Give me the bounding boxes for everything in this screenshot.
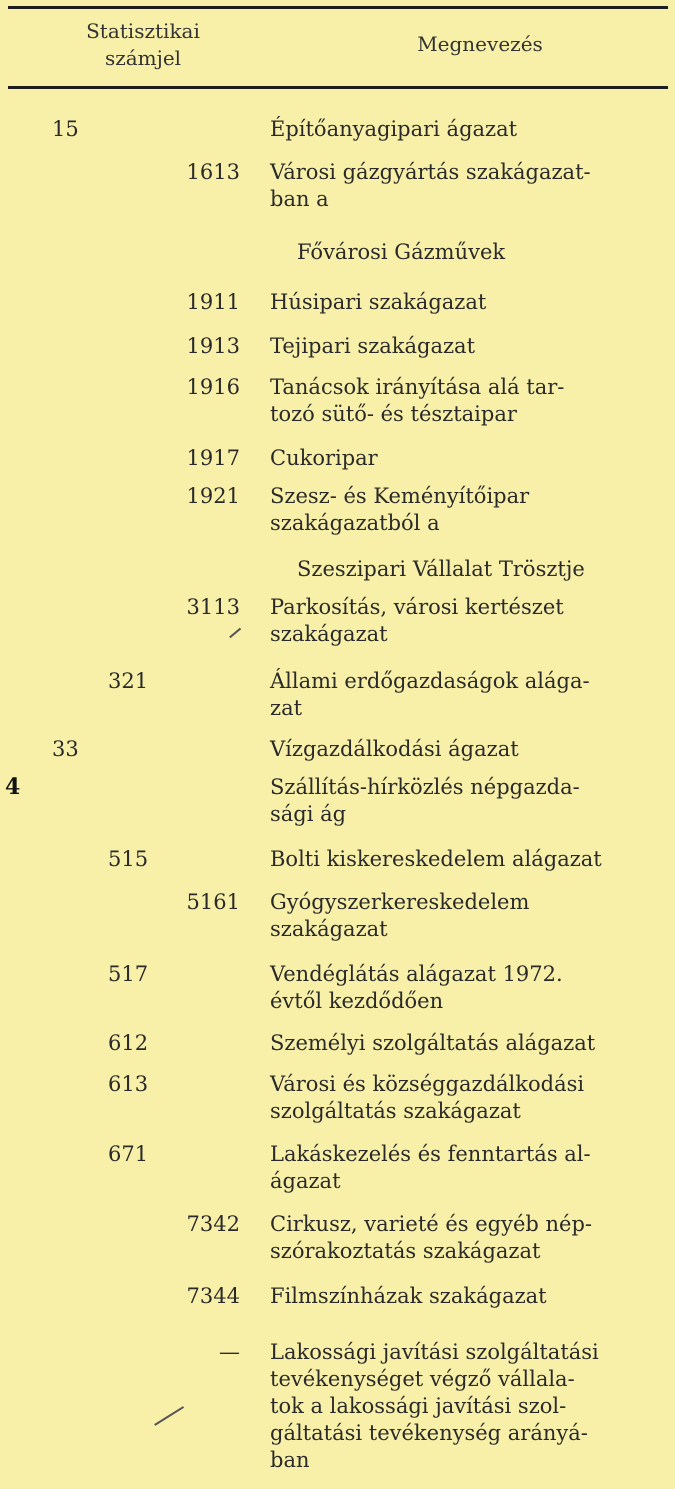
row-name: Cukoripar	[270, 446, 378, 470]
code-level2: 515	[108, 847, 149, 871]
row-subname: Fővárosi Gázművek	[297, 240, 506, 264]
code-level3: 1917	[186, 446, 240, 470]
code-level3: 1916	[186, 375, 240, 399]
code-level3: —	[219, 1340, 240, 1364]
code-level3: 7344	[186, 1284, 240, 1308]
code-level2: 671	[108, 1142, 149, 1166]
code-level2: 321	[108, 669, 149, 693]
pencil-tick-mark	[229, 628, 241, 638]
code-level2: 517	[108, 962, 149, 986]
code-level3: 7342	[186, 1212, 240, 1236]
code-level2: 613	[108, 1072, 149, 1096]
margin-mark: 4	[5, 774, 21, 800]
row-name: Vízgazdálkodási ágazat	[270, 737, 519, 761]
row-name: Városi és községgazdálkodási szolgáltatás szakágazat	[270, 1072, 585, 1123]
row-name: Tanácsok irányítása alá tar- tozó sütő- és tésztaipar	[270, 375, 565, 426]
row-name: Lakáskezelés és fenntartás al- ágazat	[270, 1142, 591, 1193]
row-name: Tejipari szakágazat	[270, 334, 476, 358]
pencil-tick-mark	[154, 1406, 184, 1425]
top-rule	[8, 6, 668, 9]
row-subname: Szeszipari Vállalat Trösztje	[297, 557, 585, 581]
row-name: Építőanyagipari ágazat	[270, 117, 518, 141]
code-level3: 5161	[186, 890, 240, 914]
row-name: Állami erdőgazdaságok alága- zat	[270, 669, 590, 720]
code-level3: 1911	[186, 290, 240, 314]
code-level3: 1921	[186, 484, 240, 508]
code-level2: 612	[108, 1031, 149, 1055]
row-name: Személyi szolgáltatás alágazat	[270, 1031, 596, 1055]
code-level3: 1613	[186, 160, 240, 184]
row-name: Cirkusz, varieté és egyéb nép- szórakoztatás szakágazat	[270, 1212, 593, 1263]
row-name: Vendéglátás alágazat 1972. évtől kezdődően	[270, 962, 563, 1013]
header-rule	[8, 86, 668, 89]
code-level3: 3113	[186, 595, 240, 619]
code-level3: 1913	[186, 334, 240, 358]
row-name: Parkosítás, városi kertészet szakágazat	[270, 595, 564, 646]
row-name: Húsipari szakágazat	[270, 290, 487, 314]
row-name: Szállítás-hírközlés népgazda- sági ág	[270, 775, 580, 826]
row-name: Lakossági javítási szolgáltatási tevékenységet végző vállala- tok a lakossági javítási szol- gáltatási tevékenység arányá- ban	[270, 1340, 599, 1472]
code-level1: 15	[52, 117, 79, 141]
row-name: Szesz- és Keményítőipar szakágazatból a	[270, 484, 530, 535]
row-name: Filmszínházak szakágazat	[270, 1284, 547, 1308]
header-name-column: Megnevezés	[417, 32, 543, 56]
row-name: Gyógyszerkereskedelem szakágazat	[270, 890, 530, 941]
row-name: Bolti kiskereskedelem alágazat	[270, 847, 602, 871]
code-level1: 33	[52, 737, 79, 761]
row-name: Városi gázgyártás szakágazat- ban a	[270, 160, 591, 211]
header-code-column: Statisztikai számjel	[86, 19, 200, 70]
